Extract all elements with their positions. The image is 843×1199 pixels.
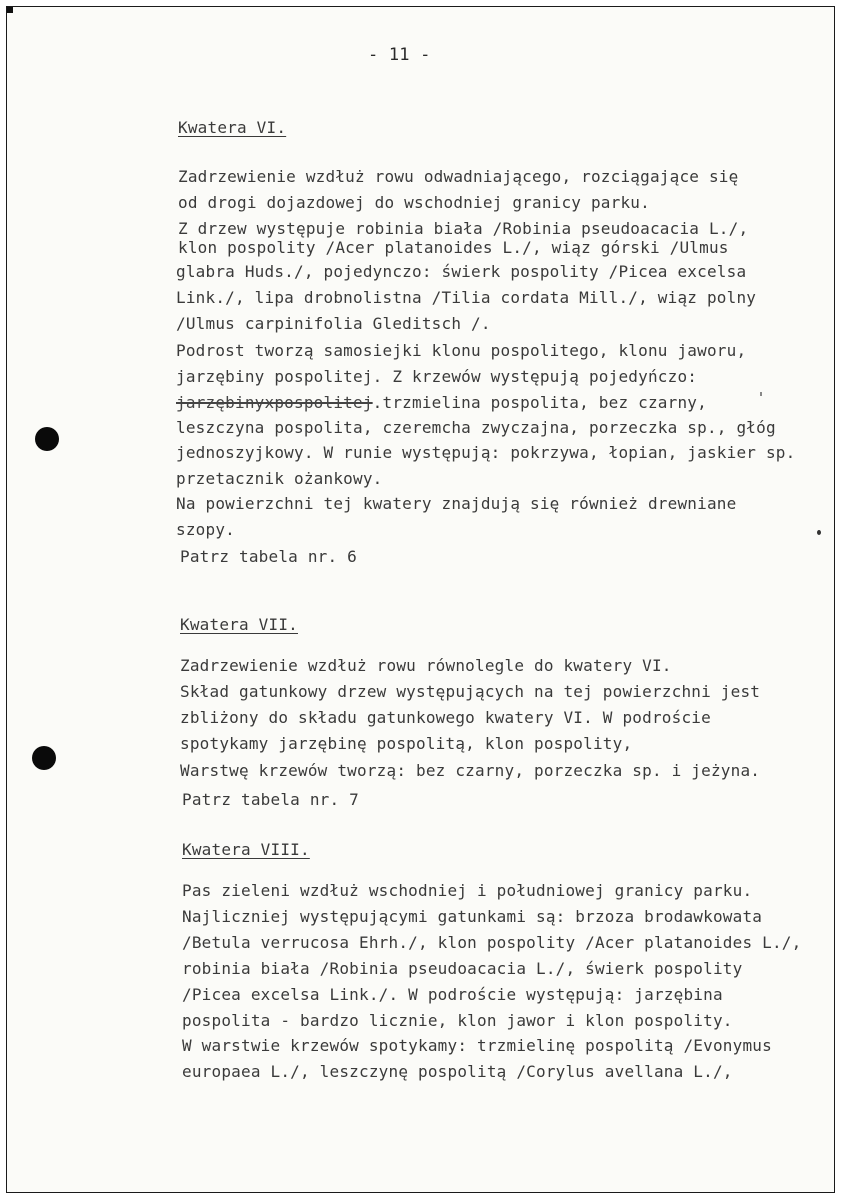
text-line: Z drzew występuje robinia biała /Robinia pseudoacacia L./, (178, 219, 749, 238)
section-heading-kwatera-vi: Kwatera VI. (178, 118, 287, 137)
section-heading-kwatera-vii: Kwatera VII. (180, 615, 298, 634)
page-number: - 11 - (368, 45, 431, 65)
text-line: Na powierzchni tej kwatery znajdują się również drewniane (176, 494, 737, 513)
section-heading-kwatera-viii: Kwatera VIII. (182, 840, 310, 859)
text-line: W warstwie krzewów spotykamy: trzmielinę pospolitą /Evonymus (182, 1036, 772, 1055)
text-line: klon pospolity /Acer platanoides L./, wiąz górski /Ulmus (178, 238, 729, 257)
text-line: glabra Huds./, pojedynczo: świerk pospolity /Picea excelsa (176, 262, 747, 281)
text-line: Zadrzewienie wzdłuż rowu odwadniającego, rozciągające się (178, 167, 739, 186)
text-line: /Betula verrucosa Ehrh./, klon pospolity /Acer platanoides L./, (182, 933, 802, 952)
text-line: jednoszyjkowy. W runie występują: pokrzywa, łopian, jaskier sp. (176, 443, 796, 462)
text-line: Skład gatunkowy drzew występujących na tej powierzchni jest (180, 682, 761, 701)
text-line: zbliżony do składu gatunkowego kwatery VI. W podroście (180, 708, 711, 727)
punch-hole (32, 746, 56, 770)
text-line: szopy. (176, 520, 235, 539)
text-line: robinia biała /Robinia pseudoacacia L./, świerk pospolity (182, 959, 743, 978)
text-line: Patrz tabela nr. 7 (182, 790, 359, 809)
struck-out-text: jarzębinyxpospolitej (176, 393, 373, 412)
text-line: pospolita - bardzo licznie, klon jawor i klon pospolity. (182, 1011, 733, 1030)
text-line: Zadrzewienie wzdłuż rowu równolegle do kwatery VI. (180, 656, 672, 675)
text-line: europaea L./, leszczynę pospolitą /Corylus avellana L./, (182, 1062, 733, 1081)
text-line: Patrz tabela nr. 6 (180, 547, 357, 566)
text-line: jarzębiny pospolitej. Z krzewów występują pojedyńczo: (176, 367, 698, 386)
text-line-with-strikeout (176, 393, 707, 412)
text-line: spotykamy jarzębinę pospolitą, klon pospolity, (180, 734, 633, 753)
punch-hole (35, 427, 59, 451)
text-line: /Ulmus carpinifolia Gleditsch /. (176, 314, 491, 333)
text-line: Link./, lipa drobnolistna /Tilia cordata Mill./, wiąz polny (176, 288, 757, 307)
text-line-tail: .trzmielina pospolita, bez czarny, (372, 393, 707, 412)
text-line: leszczyna pospolita, czeremcha zwyczajna, porzeczka sp., głóg (176, 418, 776, 437)
text-line: Najliczniej występującymi gatunkami są: brzoza brodawkowata (182, 907, 763, 926)
paper-mark (760, 392, 762, 396)
text-line: /Picea excelsa Link./. W podroście występują: jarzębina (182, 985, 723, 1004)
page-corner-mark (7, 7, 13, 13)
text-line: Pas zieleni wzdłuż wschodniej i południowej granicy parku. (182, 881, 753, 900)
text-line: Podrost tworzą samosiejki klonu pospolitego, klonu jaworu, (176, 341, 747, 360)
paper-speck (817, 530, 821, 535)
text-line: Warstwę krzewów tworzą: bez czarny, porzeczka sp. i jeżyna. (180, 761, 761, 780)
text-line: przetacznik ożankowy. (176, 469, 383, 488)
text-line: od drogi dojazdowej do wschodniej granicy parku. (178, 193, 650, 212)
